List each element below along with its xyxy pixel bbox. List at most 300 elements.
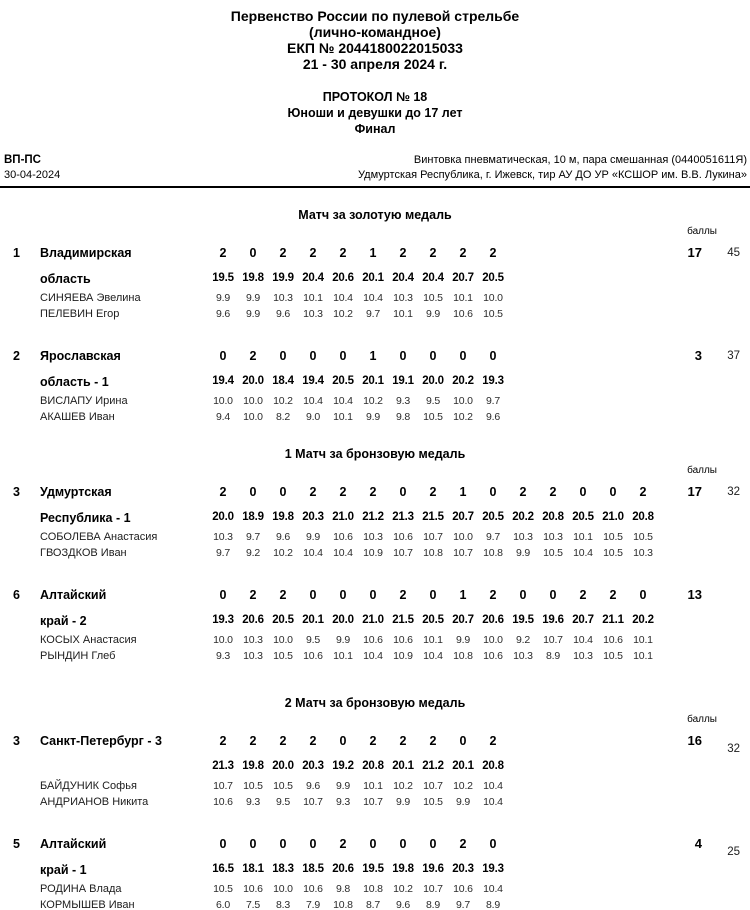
team-rank: 5 [13, 837, 20, 851]
score-cell: 0 [489, 837, 497, 851]
score-cell: 10.2 [453, 411, 473, 423]
section-title: 2 Матч за бронзовую медаль [284, 696, 466, 710]
score-cell: 10.0 [213, 395, 233, 407]
score-cell: 19.5 [362, 863, 384, 875]
score-cell: 8.3 [276, 899, 290, 910]
score-cell: 10.4 [333, 547, 353, 559]
score-cell: 0 [399, 349, 407, 363]
score-cell: 2 [249, 734, 257, 748]
score-cell: 10.2 [393, 883, 413, 895]
score-cell: 9.9 [516, 547, 530, 559]
team-sums-row [0, 375, 750, 395]
athlete-shots-cells [208, 531, 658, 544]
score-cell: 9.7 [366, 308, 380, 320]
score-cell: 10.1 [633, 650, 653, 662]
section-title: 1 Матч за бронзовую медаль [284, 447, 466, 461]
score-cell: 9.9 [366, 411, 380, 423]
score-cell: 10.7 [423, 883, 443, 895]
team-points-row [0, 349, 750, 375]
score-cell: 9.2 [246, 547, 260, 559]
score-cell: 10.2 [273, 395, 293, 407]
score-cell: 0 [639, 588, 647, 602]
score-cell: 0 [219, 349, 227, 363]
team-block-yaroslavskaya-oblast-1 [0, 349, 750, 427]
score-cell: 18.1 [242, 863, 264, 875]
score-cell: 0 [369, 588, 377, 602]
athlete-shots-cells [208, 395, 508, 408]
score-cell: 10.0 [483, 292, 503, 304]
score-cell: 10.6 [393, 531, 413, 543]
score-cell: 0 [309, 349, 317, 363]
score-cell: 0 [399, 485, 407, 499]
score-cell: 2 [369, 734, 377, 748]
score-cell: 7.9 [306, 899, 320, 910]
athlete-shots-cells [208, 547, 658, 560]
score-cell: 10.4 [363, 292, 383, 304]
score-cell: 9.9 [456, 634, 470, 646]
score-cell: 10.4 [303, 547, 323, 559]
score-cell: 9.9 [336, 780, 350, 792]
score-cell: 20.8 [362, 760, 384, 772]
score-cell: 20.0 [242, 375, 264, 387]
athlete-name: БАЙДУНИК Софья [40, 780, 137, 792]
athlete-shots-cells [208, 796, 508, 809]
team-block-vladimirskaya-oblast [0, 246, 750, 324]
score-cell: 10.6 [453, 308, 473, 320]
athlete-row [0, 411, 750, 427]
points-column-label: баллы [687, 226, 717, 237]
team-block-altayskiy-kray-1 [0, 837, 750, 910]
athlete-name: КОРМЫШЕВ Иван [40, 899, 135, 910]
score-cell: 10.4 [303, 395, 323, 407]
score-cell: 8.9 [486, 899, 500, 910]
series-sums-cells [208, 511, 658, 524]
score-cell: 20.5 [422, 614, 444, 626]
series-sums-cells [208, 760, 508, 773]
score-cell: 9.9 [336, 634, 350, 646]
score-cell: 10.9 [393, 650, 413, 662]
score-cell: 20.2 [632, 614, 654, 626]
score-cell: 20.5 [482, 511, 504, 523]
score-cell: 10.7 [363, 796, 383, 808]
score-cell: 2 [639, 485, 647, 499]
score-cell: 10.3 [543, 531, 563, 543]
score-cell: 20.6 [242, 614, 264, 626]
meta-right [358, 153, 747, 183]
event-date: 30-04-2024 [4, 169, 61, 181]
athlete-row [0, 547, 750, 563]
score-cell: 9.7 [216, 547, 230, 559]
athlete-name: РЫНДИН Глеб [40, 650, 116, 662]
team-rank: 1 [13, 246, 20, 260]
total-points: 17 [687, 484, 702, 499]
score-cell: 8.9 [546, 650, 560, 662]
match-points-cells [208, 734, 508, 748]
points-column-label: баллы [687, 465, 717, 476]
score-cell: 10.4 [483, 883, 503, 895]
score-cell: 21.2 [422, 760, 444, 772]
score-cell: 20.8 [542, 511, 564, 523]
score-cell: 2 [459, 246, 467, 260]
score-cell: 21.2 [362, 511, 384, 523]
score-cell: 2 [579, 588, 587, 602]
score-cell: 0 [429, 349, 437, 363]
score-cell: 10.2 [393, 780, 413, 792]
team-points-row [0, 588, 750, 614]
score-cell: 20.1 [302, 614, 324, 626]
score-cell: 10.8 [333, 899, 353, 910]
score-cell: 21.0 [332, 511, 354, 523]
score-cell: 2 [219, 734, 227, 748]
score-cell: 2 [489, 588, 497, 602]
score-cell: 19.2 [332, 760, 354, 772]
score-cell: 19.9 [272, 272, 294, 284]
score-cell: 9.9 [396, 796, 410, 808]
score-cell: 10.2 [453, 780, 473, 792]
score-cell: 9.6 [396, 899, 410, 910]
team-name: Алтайский [40, 588, 107, 602]
score-cell: 21.5 [422, 511, 444, 523]
competition-title [0, 0, 750, 72]
score-cell: 10.5 [423, 292, 443, 304]
section-bronze-medal-match-2 [0, 696, 750, 910]
score-cell: 20.0 [272, 760, 294, 772]
score-cell: 10.7 [453, 547, 473, 559]
team-name-line2: Республика - 1 [40, 511, 131, 525]
score-cell: 0 [429, 588, 437, 602]
score-cell: 2 [279, 588, 287, 602]
score-cell: 2 [249, 349, 257, 363]
score-cell: 0 [219, 588, 227, 602]
score-cell: 2 [399, 588, 407, 602]
score-cell: 10.4 [423, 650, 443, 662]
secondary-score: 37 [727, 350, 740, 362]
score-cell: 9.7 [246, 531, 260, 543]
score-cell: 10.2 [363, 395, 383, 407]
team-points-row [0, 246, 750, 272]
score-cell: 10.5 [423, 411, 443, 423]
team-sums-row [0, 614, 750, 634]
score-cell: 0 [339, 349, 347, 363]
score-cell: 20.5 [272, 614, 294, 626]
score-cell: 0 [459, 734, 467, 748]
score-cell: 10.6 [483, 650, 503, 662]
score-cell: 10.5 [243, 780, 263, 792]
secondary-score: 45 [727, 247, 740, 259]
score-cell: 10.1 [333, 411, 353, 423]
score-cell: 9.9 [306, 531, 320, 543]
score-cell: 19.8 [242, 272, 264, 284]
score-cell: 0 [309, 588, 317, 602]
score-cell: 20.6 [482, 614, 504, 626]
team-name-line2: край - 2 [40, 614, 87, 628]
discipline-label: Винтовка пневматическая, 10 м, пара смешанная (0440051611Я) [413, 154, 747, 166]
athlete-row [0, 634, 750, 650]
score-cell: 10.3 [243, 650, 263, 662]
score-cell: 2 [549, 485, 557, 499]
score-cell: 1 [369, 246, 377, 260]
score-cell: 2 [339, 246, 347, 260]
score-cell: 8.9 [426, 899, 440, 910]
score-cell: 10.5 [483, 308, 503, 320]
score-cell: 2 [309, 485, 317, 499]
team-sums-row [0, 863, 750, 883]
score-cell: 9.2 [516, 634, 530, 646]
score-cell: 20.1 [362, 375, 384, 387]
score-cell: 2 [459, 837, 467, 851]
score-cell: 2 [339, 485, 347, 499]
athlete-name: ПЕЛЕВИН Егор [40, 308, 120, 320]
score-cell: 10.0 [273, 634, 293, 646]
score-cell: 10.8 [423, 547, 443, 559]
title-line: (лично-командное) [309, 24, 441, 40]
score-cell: 20.5 [482, 272, 504, 284]
score-cell: 9.3 [396, 395, 410, 407]
series-sums-cells [208, 614, 658, 627]
score-cell: 0 [489, 349, 497, 363]
score-cell: 2 [279, 246, 287, 260]
score-cell: 10.1 [633, 634, 653, 646]
score-cell: 20.2 [452, 375, 474, 387]
team-points-row [0, 734, 750, 760]
score-cell: 10.7 [543, 634, 563, 646]
score-cell: 19.3 [212, 614, 234, 626]
score-cell: 10.5 [423, 796, 443, 808]
total-points: 13 [687, 587, 702, 602]
score-cell: 9.9 [456, 796, 470, 808]
score-cell: 19.1 [392, 375, 414, 387]
score-cell: 1 [369, 349, 377, 363]
score-cell: 0 [519, 588, 527, 602]
score-cell: 10.1 [333, 650, 353, 662]
score-cell: 20.8 [482, 760, 504, 772]
athlete-shots-cells [208, 292, 508, 305]
score-cell: 10.4 [483, 796, 503, 808]
athlete-name: ГВОЗДКОВ Иван [40, 547, 127, 559]
score-cell: 20.6 [332, 863, 354, 875]
score-cell: 10.7 [303, 796, 323, 808]
athlete-name: АКАШЕВ Иван [40, 411, 115, 423]
title-line: ЕКП № 2044180022015033 [287, 40, 463, 56]
score-cell: 21.0 [362, 614, 384, 626]
meta-left [4, 153, 60, 183]
team-name: Владимирская [40, 246, 132, 260]
title-line: Первенство России по пулевой стрельбе [230, 8, 520, 24]
score-cell: 8.2 [276, 411, 290, 423]
score-cell: 10.5 [273, 650, 293, 662]
score-cell: 20.5 [332, 375, 354, 387]
score-cell: 0 [279, 837, 287, 851]
team-name-line2: край - 1 [40, 863, 87, 877]
athlete-name: АНДРИАНОВ Никита [40, 796, 149, 808]
score-cell: 20.6 [332, 272, 354, 284]
score-cell: 2 [219, 485, 227, 499]
score-cell: 2 [399, 734, 407, 748]
score-cell: 10.6 [303, 650, 323, 662]
score-cell: 9.9 [246, 292, 260, 304]
score-cell: 10.0 [273, 883, 293, 895]
score-cell: 19.3 [482, 863, 504, 875]
score-cell: 2 [519, 485, 527, 499]
score-cell: 10.1 [423, 634, 443, 646]
score-cell: 9.7 [486, 395, 500, 407]
athlete-row [0, 899, 750, 910]
score-cell: 19.8 [392, 863, 414, 875]
score-cell: 2 [429, 734, 437, 748]
score-cell: 20.7 [572, 614, 594, 626]
score-cell: 20.3 [302, 511, 324, 523]
athlete-shots-cells [208, 634, 658, 647]
score-cell: 2 [249, 588, 257, 602]
match-points-cells [208, 837, 508, 851]
score-cell: 2 [489, 246, 497, 260]
score-cell: 16.5 [212, 863, 234, 875]
score-cell: 2 [219, 246, 227, 260]
score-cell: 21.0 [602, 511, 624, 523]
score-cell: 0 [429, 837, 437, 851]
protocol-number: ПРОТОКОЛ № 18 [322, 90, 428, 104]
points-column-label: баллы [687, 714, 717, 725]
score-cell: 10.3 [213, 531, 233, 543]
stage-label: Финал [354, 122, 396, 136]
score-cell: 10.3 [393, 292, 413, 304]
score-cell: 9.9 [246, 308, 260, 320]
score-cell: 10.6 [243, 883, 263, 895]
score-cell: 20.7 [452, 614, 474, 626]
team-block-sankt-peterburg-3 [0, 734, 750, 812]
score-cell: 0 [339, 734, 347, 748]
total-points: 4 [694, 836, 702, 851]
team-points-row [0, 837, 750, 863]
score-cell: 10.0 [213, 634, 233, 646]
total-points: 3 [694, 348, 702, 363]
score-cell: 10.3 [273, 292, 293, 304]
score-cell: 10.5 [213, 883, 233, 895]
score-cell: 1 [459, 588, 467, 602]
score-cell: 20.3 [452, 863, 474, 875]
score-cell: 18.4 [272, 375, 294, 387]
score-cell: 9.5 [426, 395, 440, 407]
match-points-cells [208, 485, 658, 499]
score-cell: 19.4 [212, 375, 234, 387]
score-cell: 19.3 [482, 375, 504, 387]
series-sums-cells [208, 863, 508, 876]
athlete-shots-cells [208, 883, 508, 896]
score-cell: 18.5 [302, 863, 324, 875]
section-gold-medal-match [0, 208, 750, 427]
athlete-name: КОСЫХ Анастасия [40, 634, 137, 646]
score-cell: 9.6 [486, 411, 500, 423]
score-cell: 0 [339, 588, 347, 602]
team-block-udmurtskaya-respublika-1 [0, 485, 750, 563]
team-name-line2: область - 1 [40, 375, 109, 389]
section-title: Матч за золотую медаль [298, 208, 452, 222]
series-sums-cells [208, 272, 508, 285]
match-points-cells [208, 246, 508, 260]
score-cell: 19.4 [302, 375, 324, 387]
score-cell: 20.1 [392, 760, 414, 772]
team-name: Санкт-Петербург - 3 [40, 734, 162, 748]
score-cell: 2 [609, 588, 617, 602]
score-cell: 10.2 [333, 308, 353, 320]
score-cell: 19.5 [212, 272, 234, 284]
score-cell: 9.9 [426, 308, 440, 320]
score-cell: 20.1 [452, 760, 474, 772]
score-cell: 0 [459, 349, 467, 363]
score-cell: 10.7 [423, 780, 443, 792]
score-cell: 10.3 [363, 531, 383, 543]
athlete-row [0, 395, 750, 411]
score-cell: 0 [579, 485, 587, 499]
score-cell: 9.7 [456, 899, 470, 910]
team-rank: 3 [13, 734, 20, 748]
secondary-score: 32 [727, 486, 740, 498]
total-points: 17 [687, 245, 702, 260]
score-cell: 18.3 [272, 863, 294, 875]
score-cell: 2 [399, 246, 407, 260]
athlete-row [0, 531, 750, 547]
total-points: 16 [687, 733, 702, 748]
team-sums-row [0, 272, 750, 292]
score-cell: 9.5 [306, 634, 320, 646]
score-cell: 10.3 [513, 650, 533, 662]
score-cell: 2 [429, 246, 437, 260]
score-cell: 10.3 [573, 650, 593, 662]
athlete-row [0, 796, 750, 812]
score-cell: 20.0 [332, 614, 354, 626]
match-points-cells [208, 349, 508, 363]
team-sums-row [0, 511, 750, 531]
score-cell: 20.1 [362, 272, 384, 284]
score-cell: 20.5 [572, 511, 594, 523]
score-cell: 10.0 [453, 531, 473, 543]
score-cell: 19.6 [422, 863, 444, 875]
score-cell: 18.9 [242, 511, 264, 523]
score-cell: 2 [309, 246, 317, 260]
athlete-name: СИНЯЕВА Эвелина [40, 292, 141, 304]
score-cell: 9.9 [216, 292, 230, 304]
team-rank: 2 [13, 349, 20, 363]
match-points-cells [208, 588, 658, 602]
score-cell: 0 [279, 349, 287, 363]
team-points-row [0, 485, 750, 511]
score-cell: 10.0 [453, 395, 473, 407]
score-cell: 0 [249, 837, 257, 851]
score-cell: 10.7 [213, 780, 233, 792]
score-cell: 20.3 [302, 760, 324, 772]
score-cell: 9.6 [276, 308, 290, 320]
athlete-shots-cells [208, 308, 508, 321]
score-cell: 9.3 [216, 650, 230, 662]
score-cell: 20.0 [212, 511, 234, 523]
athlete-row [0, 650, 750, 666]
score-cell: 10.6 [333, 531, 353, 543]
score-cell: 10.5 [543, 547, 563, 559]
score-cell: 10.7 [423, 531, 443, 543]
score-cell: 9.7 [486, 531, 500, 543]
score-cell: 10.5 [633, 531, 653, 543]
score-cell: 20.7 [452, 272, 474, 284]
athlete-shots-cells [208, 411, 508, 424]
meta-bar [0, 153, 750, 188]
score-cell: 9.3 [246, 796, 260, 808]
score-cell: 10.7 [393, 547, 413, 559]
score-cell: 10.2 [273, 547, 293, 559]
score-cell: 20.4 [302, 272, 324, 284]
score-cell: 10.6 [363, 634, 383, 646]
score-cell: 21.3 [392, 511, 414, 523]
score-cell: 21.3 [212, 760, 234, 772]
